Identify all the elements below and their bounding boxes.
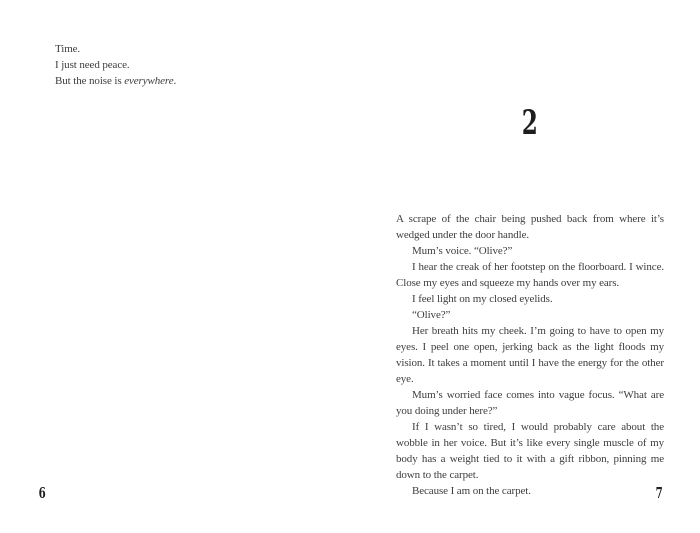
page-number-left: [34, 486, 50, 502]
body-paragraph: Her breath hits my cheek. I’m going to have to open my eyes. I peel one open, jerking back as the light floods my vision. It takes a moment until I have the energy for the other eye.: [396, 325, 664, 385]
opening-line-3-italic: everywhere: [124, 75, 174, 88]
opening-line-1: Time.: [55, 43, 81, 55]
body-paragraph: Mum’s worried face comes into vague focus. “What are you doing under here?”: [396, 389, 664, 417]
body-paragraph: I hear the creak of her footstep on the floorboard. I wince. Close my eyes and squeeze my hands over my ears.: [396, 261, 664, 289]
page-number-left-numeral: 6: [38, 484, 46, 502]
body-paragraph: I feel light on my closed eyelids.: [412, 293, 553, 305]
opening-line-3: [55, 73, 176, 89]
chapter-body: [396, 211, 664, 502]
body-paragraph: A scrape of the chair being pushed back from where it’s wedged under the door handle.: [396, 213, 664, 241]
body-paragraph: Mum’s voice. “Olive?”: [412, 245, 513, 257]
chapter-heading: [396, 103, 664, 143]
body-paragraph: If I wasn’t so tired, I would probably care about the wobble in her voice. But it’s like every single muscle of my body has a weight tied to it with a gift ribbon, pinning me down to the carpet.: [396, 421, 664, 481]
page-number-right-numeral: 7: [655, 484, 663, 502]
left-page-text: [55, 41, 176, 90]
body-paragraph: Because I am on the carpet.: [412, 485, 531, 497]
body-paragraph: “Olive?”: [412, 309, 451, 321]
opening-line-2: I just need peace.: [55, 59, 130, 72]
page-number-right: [396, 486, 664, 502]
opening-line-3-regular: But the noise is: [55, 75, 125, 88]
opening-line-3-period: .: [173, 75, 177, 88]
chapter-number: 2: [521, 103, 539, 143]
